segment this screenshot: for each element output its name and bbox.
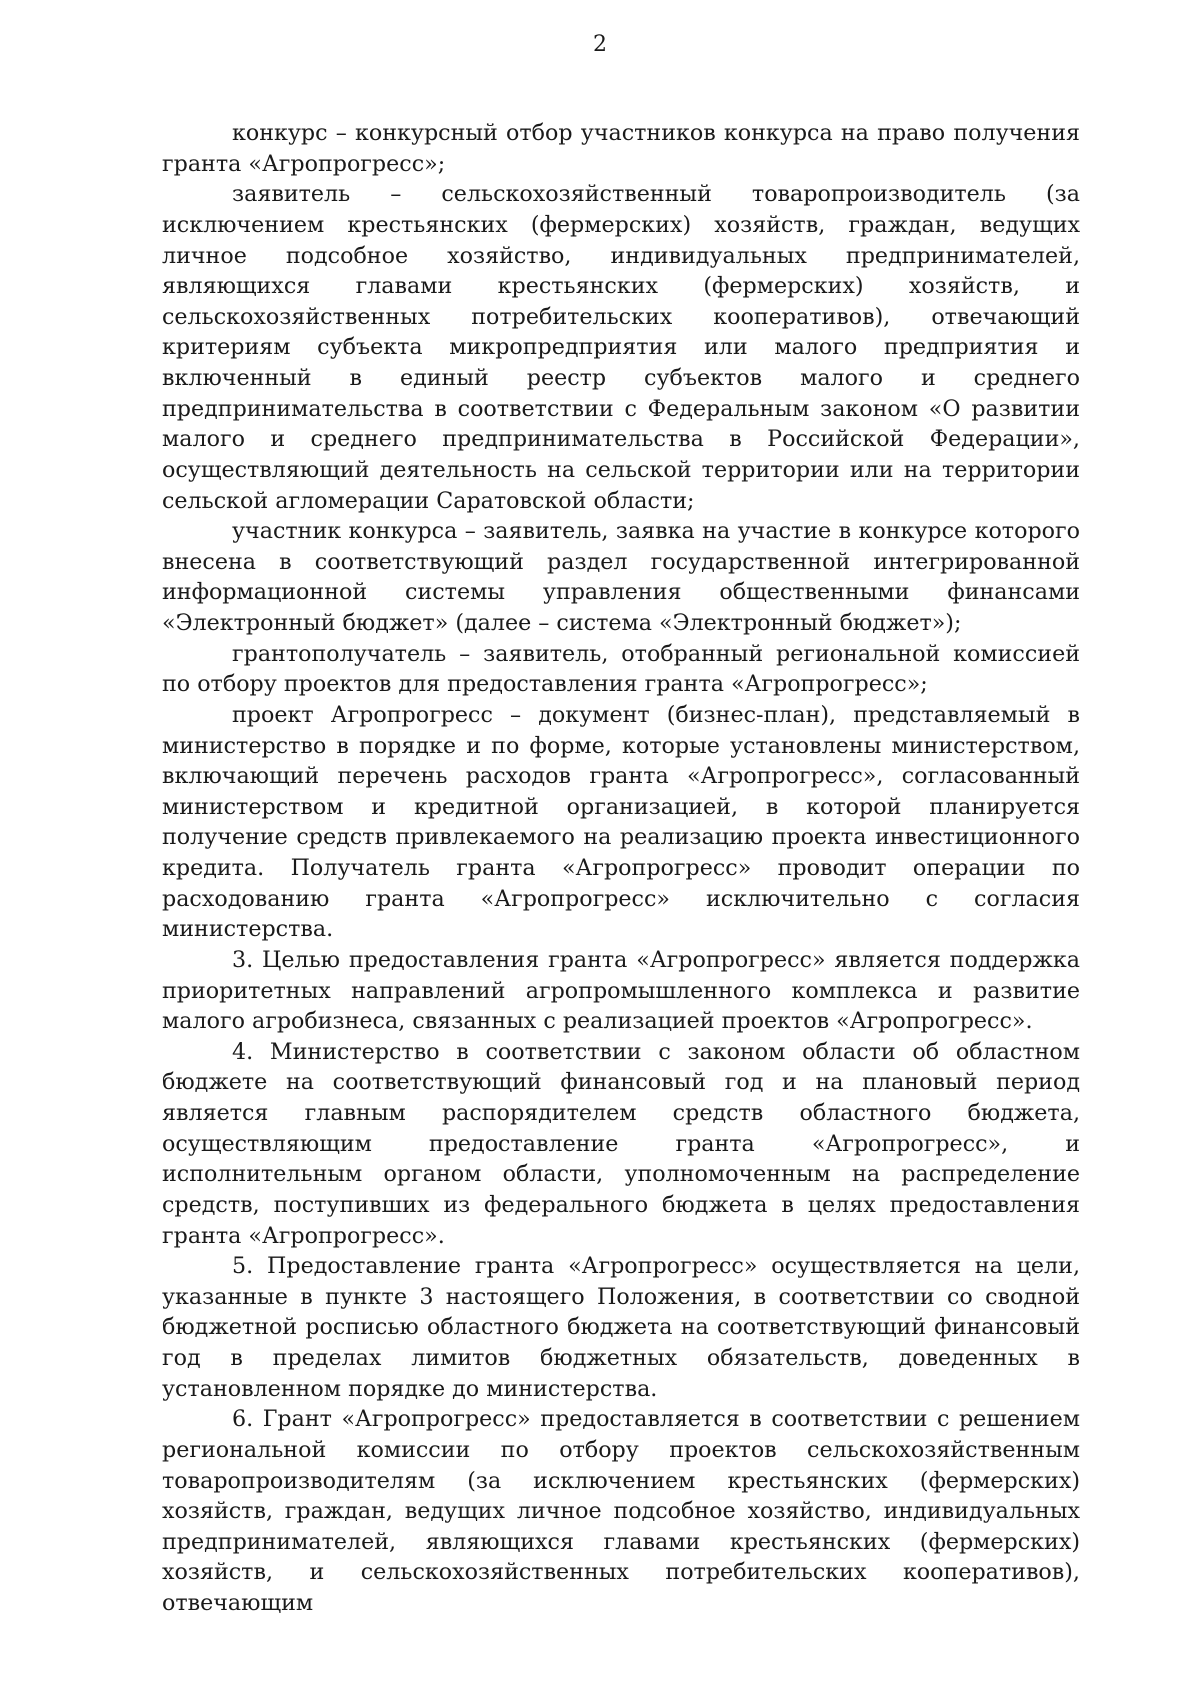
paragraph-clause-6: 6. Грант «Агропрогресс» предоставляется в соответствии с решением региональной комиссии по отбору проектов сельскохозяйственным товаропроизводителям (за исключением крестьянских (фермерских) хозяйств, граждан, ведущих личное подсобное хозяйство, индивидуальных предпринимателей, являющихся главами крестьянских (фермерских) хозяйств, и сельскохозяйственных потребительских кооперативов), отвечающим bbox=[162, 1406, 1080, 1616]
document-body bbox=[162, 118, 1080, 1619]
paragraph-clause-5: 5. Предоставление гранта «Агропрогресс» осуществляется на цели, указанные в пункте 3 настоящего Положения, в соответствии со сводной бюджетной росписью областного бюджета на соответствующий финансовый год в пределах лимитов бюджетных обязательств, доведенных в установленном порядке до министерства. bbox=[162, 1253, 1080, 1402]
paragraph-definition-uchastnik: участник конкурса – заявитель, заявка на участие в конкурсе которого внесена в соответствующий раздел государственной интегрированной информационной системы управления общественными финансами «Электронный бюджет» (далее – система «Электронный бюджет»); bbox=[162, 518, 1080, 636]
paragraph-definition-proekt: проект Агропрогресс – документ (бизнес-план), представляемый в министерство в порядке и по форме, которые установлены министерством, включающий перечень расходов гранта «Агропрогресс», согласованный министерством и кредитной организацией, в которой планируется получение средств привлекаемого на реализацию проекта инвестиционного кредита. Получатель гранта «Агропрогресс» проводит операции по расходованию гранта «Агропрогресс» исключительно с согласия министерства. bbox=[162, 701, 1080, 943]
paragraph-clause-3: 3. Целью предоставления гранта «Агропрогресс» является поддержка приоритетных направлений агропромышленного комплекса и развитие малого агробизнеса, связанных с реализацией проектов «Агропрогресс». bbox=[162, 946, 1080, 1035]
page-number: 2 bbox=[593, 32, 607, 57]
paragraph-definition-zayavitel: заявитель – сельскохозяйственный товаропроизводитель (за исключением крестьянских (фермерских) хозяйств, граждан, ведущих личное подсобное хозяйство, индивидуальных предпринимателей, являющихся главами крестьянских (фермерских) хозяйств, и сельскохозяйственных потребительских кооперативов), отвечающий критериям субъекта микропредприятия или малого предприятия и включенный в единый реестр субъектов малого и среднего предпринимательства в соответствии с Федеральным законом «О развитии малого и среднего предпринимательства в Российской Федерации», осуществляющий деятельность на сельской территории или на территории сельской агломерации Саратовской области; bbox=[162, 181, 1080, 514]
paragraph-definition-konkurs: конкурс – конкурсный отбор участников конкурса на право получения гранта «Агропрогресс»; bbox=[162, 120, 1080, 177]
paragraph-clause-4: 4. Министерство в соответствии с законом области об областном бюджете на соответствующий финансовый год и на плановый период является главным распорядителем средств областного бюджета, осуществляющим предоставление гранта «Агропрогресс», и исполнительным органом области, уполномоченным на распределение средств, поступивших из федерального бюджета в целях предоставления гранта «Агропрогресс». bbox=[162, 1038, 1080, 1249]
paragraph-definition-grantopoluchatel: грантополучатель – заявитель, отобранный региональной комиссией по отбору проектов для предоставления гранта «Агропрогресс»; bbox=[162, 640, 1080, 698]
